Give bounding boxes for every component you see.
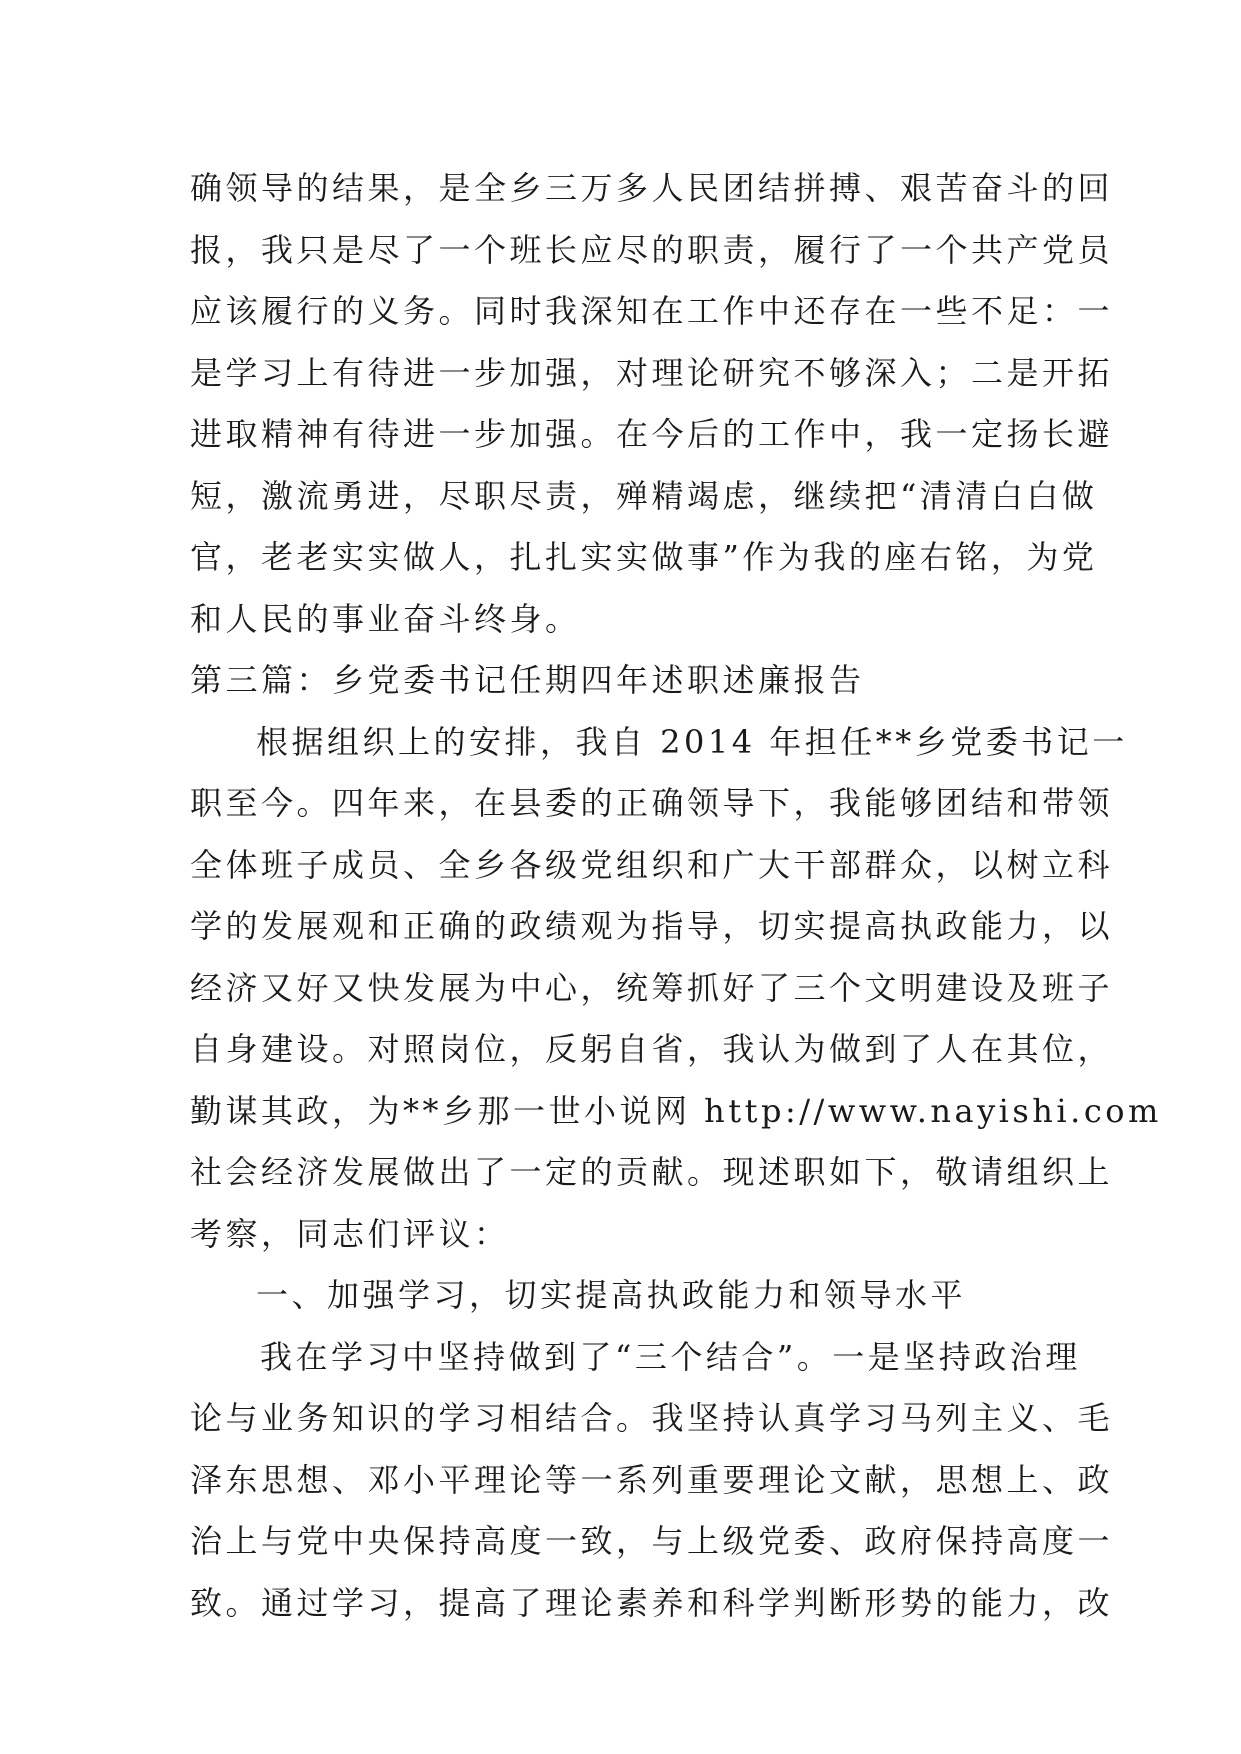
text-line: 确领导的结果，是全乡三万多人民团结拼搏、艰苦奋斗的回: [190, 169, 1114, 207]
text-line-with-url: 勤谋其政，为**乡那一世小说网 http://www.nayishi.com: [190, 1091, 1162, 1130]
paragraph-start: 我在学习中坚持做到了“三个结合”。一是坚持政治理: [260, 1337, 1081, 1376]
text-line: 和人民的事业奋斗终身。: [190, 599, 581, 638]
text-line: 考察，同志们评议：: [190, 1214, 510, 1253]
text-line: 社会经济发展做出了一定的贡献。现述职如下，敬请组织上: [190, 1153, 1114, 1191]
subsection-heading: 一、加强学习，切实提高执政能力和领导水平: [256, 1276, 967, 1314]
text-line: 是学习上有待进一步加强，对理论研究不够深入；二是开拓: [190, 353, 1114, 392]
text-line: 职至今。四年来，在县委的正确领导下，我能够团结和带领: [190, 784, 1114, 822]
text-line: 致。通过学习，提高了理论素养和科学判断形势的能力，改: [190, 1583, 1114, 1622]
document-body: [190, 158, 1162, 1634]
text-line: 报，我只是尽了一个班长应尽的职责，履行了一个共产党员: [190, 230, 1114, 269]
text-line: 经济又好又快发展为中心，统筹抓好了三个文明建设及班子: [190, 968, 1114, 1007]
text-line: 论与业务知识的学习相结合。我坚持认真学习马列主义、毛: [190, 1399, 1114, 1437]
text-line: 进取精神有待进一步加强。在今后的工作中，我一定扬长避: [190, 415, 1114, 453]
text-line: 应该履行的义务。同时我深知在工作中还存在一些不足：一: [190, 292, 1114, 330]
text-line: 学的发展观和正确的政绩观为指导，切实提高执政能力，以: [190, 907, 1114, 945]
text-line: 全体班子成员、全乡各级党组织和广大干部群众，以树立科: [190, 845, 1114, 884]
text-line: 自身建设。对照岗位，反躬自省，我认为做到了人在其位，: [190, 1030, 1114, 1068]
section-heading: 第三篇：乡党委书记任期四年述职述廉报告: [190, 661, 865, 699]
text-line: 官，老老实实做人，扎扎实实做事”作为我的座右铭，为党: [190, 538, 1098, 576]
text-line: 泽东思想、邓小平理论等一系列重要理论文献，思想上、政: [190, 1460, 1114, 1499]
text-line: 治上与党中央保持高度一致，与上级党委、政府保持高度一: [190, 1522, 1114, 1560]
paragraph-start: 根据组织上的安排，我自 2014 年担任**乡党委书记一: [256, 722, 1128, 761]
text-line: 短，激流勇进，尽职尽责，殚精竭虑，继续把“清清白白做: [190, 476, 1098, 515]
